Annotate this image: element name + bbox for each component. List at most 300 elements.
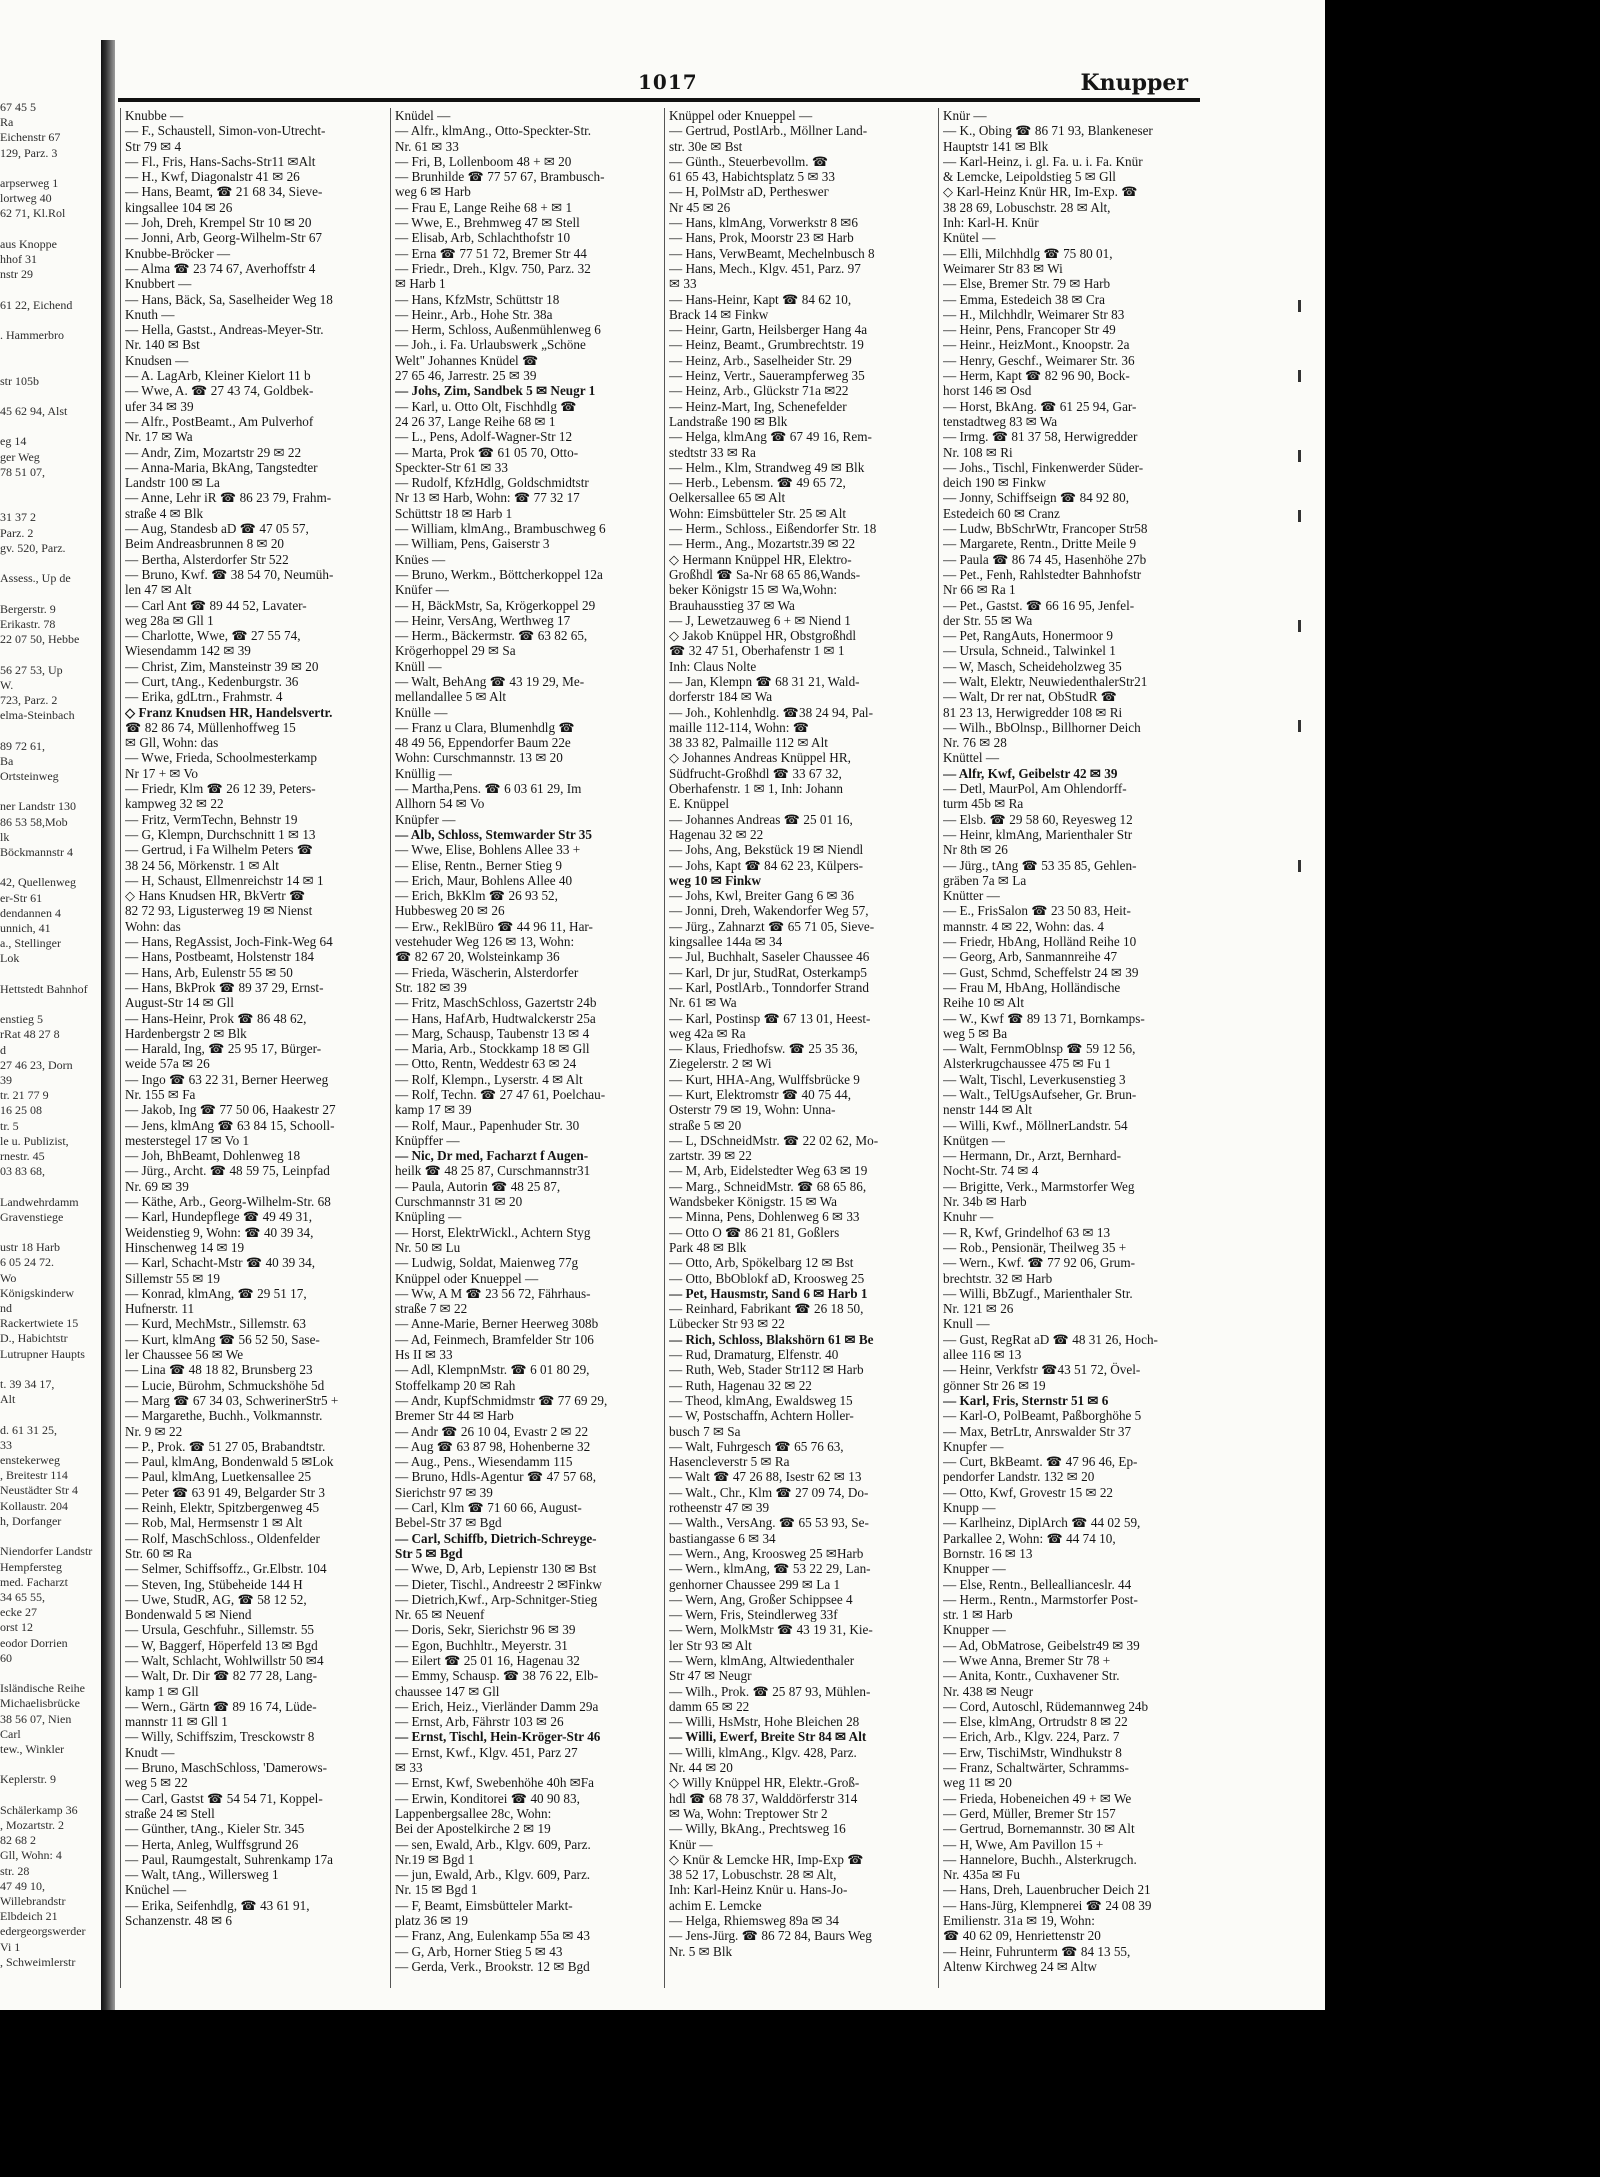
- directory-entry: weg 28a ✉ Gll 1: [125, 612, 214, 628]
- surname-heading: Knuhr —: [943, 1209, 994, 1225]
- directory-entry: — Hannelore, Buchh., Alsterkrugch.: [943, 1851, 1137, 1867]
- previous-page-line: str 105b: [0, 373, 39, 388]
- directory-entry: — Ernst, Kwf., Klgv. 451, Parz 27: [395, 1744, 578, 1760]
- directory-entry: Bondenwald 5 ✉ Niend: [125, 1607, 252, 1623]
- directory-entry: str. 1 ✉ Harb: [943, 1607, 1013, 1623]
- previous-page-line: Gravenstiege: [0, 1209, 64, 1224]
- directory-entry: — Margarethe, Buchh., Volkmannstr.: [125, 1408, 323, 1424]
- directory-entry: — Franz u Clara, Blumenhdlg ☎: [395, 719, 575, 735]
- directory-entry: 81 23 13, Herwigredder 108 ✉ Ri: [943, 704, 1123, 720]
- directory-entry: — Pet., Fenh, Rahlstedter Bahnhofstr: [943, 566, 1142, 582]
- directory-entry: straße 4 ✉ Blk: [125, 505, 204, 521]
- previous-page-line: [0, 647, 98, 662]
- directory-entry: — Walt, BehAng ☎ 43 19 29, Me-: [395, 673, 585, 689]
- directory-entry: — Gertrud, Bornemannstr. 30 ✉ Alt: [943, 1821, 1135, 1837]
- directory-entry: Nr. 61 ✉ Wa: [669, 995, 737, 1011]
- previous-page-edge: [0, 100, 98, 1980]
- previous-page-line: 78 51 07,: [0, 464, 45, 479]
- directory-entry: maille 112-114, Wohn: ☎: [669, 719, 810, 735]
- previous-page-line: ger Weg: [0, 449, 40, 464]
- directory-entry: — Irmg. ☎ 81 37 58, Herwigredder: [943, 429, 1138, 445]
- directory-entry: — Helga, klmAng ☎ 67 49 16, Rem-: [669, 429, 872, 445]
- directory-entry: — Karl, Hundepflege ☎ 49 49 31,: [125, 1209, 313, 1225]
- directory-entry: — Wern., Gärtn ☎ 89 16 74, Lüde-: [125, 1698, 317, 1714]
- previous-page-line: 45 62 94, Alst: [0, 404, 68, 419]
- previous-page-line: unnich, 41: [0, 920, 51, 935]
- surname-heading: Knüpfer —: [395, 811, 456, 827]
- directory-entry: — sen, Ewald, Arb., Klgv. 609, Parz.: [395, 1836, 591, 1852]
- directory-entry: pendorfer Landstr. 132 ✉ 20: [943, 1469, 1095, 1485]
- directory-entry: Hauptstr 141 ✉ Blk: [943, 138, 1049, 154]
- directory-entry: Nr. 34b ✉ Harb: [943, 1194, 1027, 1210]
- directory-entry: — Frieda, Hobeneichen 49 + ✉ We: [943, 1790, 1132, 1806]
- directory-entry: — Emma, Estedeich 38 ✉ Cra: [943, 291, 1105, 307]
- directory-entry: Hinschenweg 14 ✉ 19: [125, 1239, 245, 1255]
- directory-entry: Allhorn 54 ✉ Vo: [395, 796, 485, 812]
- directory-entry: — Max, BetrLtr, Anrswalder Str 37: [943, 1423, 1132, 1439]
- directory-entry: Nr. 438 ✉ Neugr: [943, 1683, 1034, 1699]
- directory-entry: — Rolf, Maur., Papenhuder Str. 30: [395, 1117, 580, 1133]
- previous-page-line: 62 71, Kl.Rol: [0, 206, 66, 221]
- directory-entry: Nr 66 ✉ Ra 1: [943, 582, 1016, 598]
- previous-page-line: 27 46 23, Dorn: [0, 1057, 73, 1072]
- directory-entry: — Klaus, Friedhofsw. ☎ 25 35 36,: [669, 1041, 858, 1057]
- directory-entry: — Frieda, Wäscherin, Alsterdorfer: [395, 964, 579, 980]
- directory-entry: ◇ Franz Knudsen HR, Handelsvertr.: [125, 704, 333, 720]
- previous-page-line: 723, Parz. 2: [0, 692, 58, 707]
- directory-entry: — Henry, Geschf., Weimarer Str. 36: [943, 352, 1135, 368]
- directory-entry: — Hans, KfzMstr, Schüttstr 18: [395, 291, 560, 307]
- previous-page-line: nd: [0, 1301, 12, 1316]
- surname-heading: Knubbert —: [125, 276, 192, 292]
- directory-entry: Schanzenstr. 48 ✉ 6: [125, 1913, 233, 1929]
- previous-page-line: eodor Dorrien: [0, 1635, 68, 1650]
- directory-entry: brechtstr. 32 ✉ Harb: [943, 1270, 1053, 1286]
- previous-page-line: Böckmannstr 4: [0, 844, 73, 859]
- directory-entry: — Konrad, klmAng, ☎ 29 51 17,: [125, 1285, 307, 1301]
- directory-entry: kamp 1 ✉ Gll: [125, 1683, 199, 1699]
- directory-entry: — Rob., Pensionär, Theilweg 35 +: [943, 1239, 1127, 1255]
- directory-entry: Hasencleverstr 5 ✉ Ra: [669, 1454, 790, 1470]
- directory-entry: — Walt, Elektr, NeuwiedenthalerStr21: [943, 673, 1148, 689]
- directory-entry: Reihe 10 ✉ Alt: [943, 995, 1025, 1011]
- directory-entry: Wohn: Eimsbütteler Str. 25 ✉ Alt: [669, 505, 847, 521]
- previous-page-line: 22 07 50, Hebbe: [0, 632, 80, 647]
- directory-entry: — Marg ☎ 67 34 03, SchwerinerStr5 +: [125, 1392, 339, 1408]
- directory-entry: — Herm., Rentn., Marmstorfer Post-: [943, 1591, 1138, 1607]
- directory-entry: — Erich, Arb., Klgv. 224, Parz. 7: [943, 1729, 1120, 1745]
- directory-entry: — Johs, Ang, Bekstück 19 ✉ Niendl: [669, 842, 864, 858]
- surname-heading: Knüppel oder Knueppel —: [395, 1270, 539, 1286]
- directory-entry: ◇ Jakob Knüppel HR, Obstgroßhdl: [669, 628, 857, 644]
- previous-page-line: hhof 31: [0, 252, 37, 267]
- directory-entry: — Heinz, Arb., Glückstr 71a ✉22: [669, 383, 849, 399]
- directory-entry: — Otto, Arb, Spökelbarg 12 ✉ Bst: [669, 1255, 854, 1271]
- surname-heading: Knüpling —: [395, 1209, 462, 1225]
- directory-entry: — Georg, Arb, Sanmannreihe 47: [943, 949, 1118, 965]
- directory-entry: — Heinr., HeizMont., Knoopstr. 2a: [943, 337, 1130, 353]
- directory-entry: — Curt, tAng., Kedenburgstr. 36: [125, 673, 299, 689]
- previous-page-line: Niendorfer Landstr: [0, 1544, 93, 1559]
- directory-entry: Beim Andreasbrunnen 8 ✉ 20: [125, 536, 285, 552]
- directory-entry: — Gerda, Verk., Brookstr. 12 ✉ Bgd: [395, 1958, 590, 1974]
- directory-entry: — Wilh., Prok. ☎ 25 87 93, Mühlen-: [669, 1683, 871, 1699]
- directory-entry: — Wwe, D, Arb, Lepienstr 130 ✉ Bst: [395, 1561, 597, 1577]
- directory-entry: — Andr, Zim, Mozartstr 29 ✉ 22: [125, 444, 302, 460]
- directory-entry: — Walt, Dr. Dir ☎ 82 77 28, Lang-: [125, 1668, 318, 1684]
- directory-entry: — Wern, MolkMstr ☎ 43 19 31, Kie-: [669, 1622, 873, 1638]
- directory-entry: ◇ Hans Knudsen HR, BkVertr ☎: [125, 888, 306, 904]
- directory-entry: Sillemstr 55 ✉ 19: [125, 1270, 220, 1286]
- directory-entry: — Hans, Mech., Klgv. 451, Parz. 97: [669, 260, 861, 276]
- directory-entry: Bebel-Str 37 ✉ Bgd: [395, 1515, 502, 1531]
- directory-entry: — Johs, Kapt ☎ 84 62 23, Külpers-: [669, 857, 864, 873]
- surname-heading: Knupper —: [943, 1622, 1006, 1638]
- directory-entry: — Heinz-Mart, Ing, Schenefelder: [669, 398, 847, 414]
- directory-entry: horst 146 ✉ Osd: [943, 383, 1032, 399]
- previous-page-line: Lutrupner Haupts: [0, 1346, 85, 1361]
- directory-entry: Str 79 ✉ 4: [125, 138, 182, 154]
- directory-entry: Brauhausstieg 37 ✉ Wa: [669, 597, 795, 613]
- directory-entry: — Jürg., Zahnarzt ☎ 65 71 05, Sieve-: [669, 918, 875, 934]
- directory-entry: 38 52 17, Lobuschstr. 28 ✉ Alt,: [669, 1867, 837, 1883]
- directory-entry: Nr. 44 ✉ 20: [669, 1760, 733, 1776]
- previous-page-line: , Breitestr 114: [0, 1468, 68, 1483]
- surname-heading: Knür —: [669, 1836, 713, 1852]
- directory-entry: — Hans, RegAssist, Joch-Fink-Weg 64: [125, 934, 333, 950]
- previous-page-line: 67 45 5: [0, 100, 36, 114]
- directory-entry: — H., Milchhdlr, Weimarer Str 83: [943, 306, 1125, 322]
- directory-entry: Inh: Karl-H. Knür: [943, 215, 1039, 231]
- directory-entry: Nr. 69 ✉ 39: [125, 1178, 189, 1194]
- previous-page-line: [0, 419, 98, 434]
- directory-entry: Weidenstieg 9, Wohn: ☎ 40 39 34,: [125, 1224, 314, 1240]
- directory-entry: Str 47 ✉ Neugr: [669, 1668, 752, 1684]
- directory-entry: — Heinr, klmAng, Marienthaler Str: [943, 826, 1133, 842]
- previous-page-line: [0, 1407, 98, 1422]
- previous-page-line: ecke 27: [0, 1605, 37, 1620]
- previous-page-line: str. 28: [0, 1863, 30, 1878]
- directory-entry: — Marta, Prok ☎ 61 05 70, Otto-: [395, 444, 579, 460]
- directory-entry: Nr. 121 ✉ 26: [943, 1301, 1014, 1317]
- directory-entry: — F, Beamt, Eimsbütteler Markt-: [395, 1897, 573, 1913]
- directory-entry: 24 26 37, Lange Reihe 68 ✉ 1: [395, 413, 556, 429]
- directory-entry: Nr. 108 ✉ Ri: [943, 444, 1013, 460]
- directory-entry: — Hans, klmAng, Vorwerkstr 8 ✉6: [669, 215, 858, 231]
- directory-entry: — Rolf, MaschSchloss., Oldenfelder: [125, 1530, 320, 1546]
- previous-page-line: Landwehrdamm: [0, 1194, 79, 1209]
- surname-heading: Knupper —: [943, 1561, 1006, 1577]
- directory-entry: — E., FrisSalon ☎ 23 50 83, Heit-: [943, 903, 1131, 919]
- directory-entry: — Pet, RangAuts, Honermoor 9: [943, 628, 1113, 644]
- directory-entry: — Johs, Kwl, Breiter Gang 6 ✉ 36: [669, 888, 855, 904]
- directory-entry: weide 57a ✉ 26: [125, 1056, 210, 1072]
- directory-entry: — Anna-Maria, BkAng, Tangstedter: [125, 459, 318, 475]
- previous-page-line: med. Facharzt: [0, 1574, 68, 1589]
- directory-entry: — Walt, Schlacht, Wohlwillstr 50 ✉4: [125, 1652, 324, 1668]
- directory-entry: — W, Postschaffn, Achtern Holler-: [669, 1408, 854, 1424]
- previous-page-line: nstr 29: [0, 267, 33, 282]
- previous-page-line: [0, 222, 98, 237]
- previous-page-line: [0, 1362, 98, 1377]
- directory-entry: ✉ Wa, Wohn: Treptower Str 2: [669, 1805, 828, 1821]
- directory-entry: heilk ☎ 48 25 87, Curschmannstr31: [395, 1163, 591, 1179]
- directory-entry: Nr. 5 ✉ Blk: [669, 1943, 733, 1959]
- margin-mark: [1298, 450, 1301, 462]
- directory-entry: — Willi, Ewerf, Breite Str 84 ✉ Alt: [669, 1729, 867, 1745]
- directory-entry: — Anita, Kontr., Cuxhavener Str.: [943, 1668, 1120, 1684]
- directory-entry: Nr. 17 ✉ Wa: [125, 429, 193, 445]
- surname-heading: Knuth —: [125, 306, 175, 322]
- running-head: Knupper: [1080, 70, 1188, 96]
- page-number: 1017: [638, 70, 698, 94]
- previous-page-line: 38 56 07, Nien: [0, 1711, 72, 1726]
- directory-entry: — Paula, Autorin ☎ 48 25 87,: [395, 1178, 561, 1194]
- directory-entry: Inh: Claus Nolte: [669, 658, 757, 674]
- directory-entry: — Heinr, Fuhrunterm ☎ 84 13 55,: [943, 1943, 1131, 1959]
- previous-page-line: 33: [0, 1437, 12, 1452]
- directory-column-2: [390, 108, 665, 1988]
- directory-entry: Nr. 76 ✉ 28: [943, 735, 1007, 751]
- previous-page-line: [0, 1666, 98, 1681]
- previous-page-line: 56 27 53, Up: [0, 662, 63, 677]
- directory-entry: zartstr. 39 ✉ 22: [669, 1148, 752, 1164]
- directory-entry: — Jonny, Schiffseign ☎ 84 92 80,: [943, 490, 1130, 506]
- previous-page-line: [0, 1179, 98, 1194]
- directory-entry: — Heinz, Beamt., Grumbrechtstr. 19: [669, 337, 864, 353]
- directory-entry: — Ingo ☎ 63 22 31, Berner Heerweg: [125, 1071, 329, 1087]
- directory-entry: — Friedr, Klm ☎ 26 12 39, Peters-: [125, 781, 316, 797]
- directory-entry: Bornstr. 16 ✉ 13: [943, 1545, 1033, 1561]
- directory-entry: — Erw., ReklBüro ☎ 44 96 11, Har-: [395, 918, 593, 934]
- directory-entry: — Walt, Fuhrgesch ☎ 65 76 63,: [669, 1438, 844, 1454]
- previous-page-line: 39: [0, 1073, 12, 1087]
- directory-entry: — Erich, Heiz., Vierländer Damm 29a: [395, 1698, 599, 1714]
- directory-entry: — H, PolMstr aD, Pertheswег: [669, 184, 829, 200]
- directory-entry: — Jul, Buchhalt, Saseler Chaussee 46: [669, 949, 870, 965]
- previous-page-line: [0, 587, 98, 602]
- directory-entry: — Horst, BkAng. ☎ 61 25 94, Gar-: [943, 398, 1137, 414]
- directory-entry: Nr. 15 ✉ Bgd 1: [395, 1882, 478, 1898]
- directory-entry: — Ruth, Web, Stader Str112 ✉ Harb: [669, 1362, 864, 1378]
- directory-entry: — Herta, Anleg, Wulffsgrund 26: [125, 1836, 299, 1852]
- page-header: [118, 60, 1198, 100]
- directory-entry: — Günth., Steuerbevollm. ☎: [669, 153, 829, 169]
- directory-entry: — Karl, PostlArb., Tonndorfer Strand: [669, 979, 869, 995]
- surname-heading: Knütel —: [943, 230, 996, 246]
- directory-entry: Landstraße 190 ✉ Blk: [669, 413, 788, 429]
- directory-entry: — Doris, Sekr, Sierichstr 96 ✉ 39: [395, 1622, 576, 1638]
- directory-entry: — Walt., Chr., Klm ☎ 27 09 74, Do-: [669, 1484, 869, 1500]
- directory-entry: Großhdl ☎ Sa-Nr 68 65 86,Wands-: [669, 566, 861, 582]
- previous-page-line: rRat 48 27 8: [0, 1027, 60, 1042]
- directory-entry: Oberhafenstr. 1 ✉ 1, Inh: Johann: [669, 781, 844, 797]
- directory-entry: — Erich, BkKlm ☎ 26 93 52,: [395, 888, 558, 904]
- directory-entry: — Friedr., Dreh., Klgv. 750, Parz. 32: [395, 260, 591, 276]
- directory-entry: — Herm, Schloss, Außenmühlenweg 6: [395, 322, 601, 338]
- previous-page-line: [0, 480, 98, 495]
- directory-entry: — Hans, Arb, Eulenstr 55 ✉ 50: [125, 964, 293, 980]
- directory-entry: — R, Kwf, Grindelhof 63 ✉ 13: [943, 1224, 1111, 1240]
- directory-entry: — Theod, klmAng, Ewaldsweg 15: [669, 1392, 853, 1408]
- directory-entry: — Hans-Heinr, Prok ☎ 86 48 62,: [125, 1010, 307, 1026]
- previous-page-line: d: [0, 1042, 6, 1057]
- directory-entry: gönner Str 26 ✉ 19: [943, 1377, 1046, 1393]
- surname-heading: Knubbe-Bröcker —: [125, 245, 231, 261]
- directory-entry: — Ursula, Schneid., Talwinkel 1: [943, 643, 1116, 659]
- directory-entry: Str. 182 ✉ 39: [395, 979, 467, 995]
- directory-entry: Nr.19 ✉ Bgd 1: [395, 1851, 475, 1867]
- directory-entry: — Nic, Dr med, Facharzt f Augen-: [395, 1148, 589, 1164]
- directory-entry: tenstadtweg 83 ✉ Wa: [943, 413, 1058, 429]
- margin-marks: [1290, 300, 1310, 1200]
- directory-entry: ✉ 33: [669, 276, 697, 292]
- directory-entry: — Helm., Klm, Strandweg 49 ✉ Blk: [669, 459, 865, 475]
- surname-heading: Knür —: [943, 108, 987, 123]
- directory-entry: — Horst, ElektrWickl., Achtern Styg: [395, 1224, 591, 1240]
- directory-entry: — Marg, Schausp, Taubenstr 13 ✉ 4: [395, 1025, 590, 1041]
- directory-entry: kampweg 32 ✉ 22: [125, 796, 224, 812]
- directory-entry: stedtstr 33 ✉ Ra: [669, 444, 756, 460]
- directory-entry: beker Königstr 15 ✉ Wa,Wohn:: [669, 582, 838, 598]
- directory-entry: — Bruno, Hdls-Agentur ☎ 47 57 68,: [395, 1469, 597, 1485]
- directory-entry: 82 72 93, Ligusterweg 19 ✉ Nienst: [125, 903, 313, 919]
- directory-entry: Ziegelerstr. 2 ✉ Wi: [669, 1056, 772, 1072]
- directory-entry: — G, Klempn, Durchschnitt 1 ✉ 13: [125, 826, 316, 842]
- directory-entry: — Carl, Gastst ☎ 54 54 71, Koppel-: [125, 1790, 323, 1806]
- directory-entry: — Elli, Milchhdlg ☎ 75 80 01,: [943, 245, 1113, 261]
- surname-heading: Knupp —: [943, 1500, 996, 1516]
- directory-entry: — Willi, BbZugf., Marienthaler Str.: [943, 1285, 1133, 1301]
- previous-page-line: Erikastr. 78: [0, 616, 56, 631]
- directory-entry: & Lemcke, Leipoldstieg 5 ✉ Gll: [943, 169, 1116, 185]
- previous-page-line: orst 12: [0, 1620, 33, 1635]
- directory-entry: — Wwe, A. ☎ 27 43 74, Goldbek-: [125, 383, 314, 399]
- directory-entry: — Erika, gdLtrn., Frahmstr. 4: [125, 689, 283, 705]
- directory-entry: mesterstegel 17 ✉ Vo 1: [125, 1132, 250, 1148]
- previous-page-line: Rackertwiete 15: [0, 1316, 79, 1331]
- directory-entry: — Otto, BbOblokf aD, Kroosweg 25: [669, 1270, 865, 1286]
- directory-entry: — Harald, Ing, ☎ 25 95 17, Bürger-: [125, 1041, 322, 1057]
- previous-page-line: Assess., Up de: [0, 571, 71, 586]
- directory-entry: — Gust, Schmd, Scheffelstr 24 ✉ 39: [943, 964, 1139, 980]
- directory-entry: Nr. 50 ✉ Lu: [395, 1239, 461, 1255]
- previous-page-line: Keplerstr. 9: [0, 1772, 56, 1787]
- previous-page-line: Ortsteinweg: [0, 768, 59, 783]
- previous-page-line: Elbdeich 21: [0, 1909, 58, 1924]
- directory-entry: — Else, Rentn., Belleallianceslr. 44: [943, 1576, 1132, 1592]
- previous-page-line: 42, Quellenweg: [0, 875, 76, 890]
- directory-entry: — G, Arb, Horner Stieg 5 ✉ 43: [395, 1943, 563, 1959]
- directory-entry: — Rolf, Techn. ☎ 27 47 61, Poelchau-: [395, 1087, 606, 1102]
- previous-page-line: . Hammerbro: [0, 328, 64, 343]
- directory-entry: ler Chaussee 56 ✉ We: [125, 1347, 244, 1363]
- directory-entry: Bremer Str 44 ✉ Harb: [395, 1408, 514, 1424]
- directory-entry: — Carl, Klm ☎ 71 60 66, August-: [395, 1500, 582, 1516]
- directory-entry: — Hans, HafArb, Hudtwalckerstr 25a: [395, 1010, 596, 1026]
- previous-page-line: Gll, Wohn: 4: [0, 1848, 62, 1863]
- directory-entry: — Alfr, Kwf, Geibelstr 42 ✉ 39: [943, 765, 1118, 781]
- directory-entry: — H, BäckMstr, Sa, Krögerkoppel 29: [395, 597, 596, 613]
- directory-entry: — Hans, Postbeamt, Holstenstr 184: [125, 949, 315, 965]
- directory-entry: Hs II ✉ 33: [395, 1347, 453, 1363]
- previous-page-line: Kollaustr. 204: [0, 1498, 68, 1513]
- directory-entry: — Kurt, Elektromstr ☎ 40 75 44,: [669, 1087, 851, 1102]
- directory-entry: — Dietrich,Kwf., Arp-Schnitger-Stieg: [395, 1591, 598, 1607]
- previous-page-line: Wo: [0, 1270, 17, 1285]
- previous-page-line: [0, 282, 98, 297]
- directory-entry: Nr. 435a ✉ Fu: [943, 1867, 1020, 1883]
- directory-entry: Nr. 61 ✉ 33: [395, 138, 459, 154]
- directory-entry: — Rudolf, KfzHdlg, Goldschmidtstr: [395, 475, 589, 491]
- previous-page-line: [0, 860, 98, 875]
- directory-entry: — Franz, Ang, Eulenkamp 55a ✉ 43: [395, 1928, 590, 1944]
- previous-page-line: Vi 1: [0, 1939, 21, 1954]
- previous-page-line: Carl: [0, 1726, 21, 1741]
- directory-entry: Nr. 65 ✉ Neuenf: [395, 1607, 485, 1623]
- previous-page-line: gv. 520, Parz.: [0, 540, 66, 555]
- previous-page-line: 03 83 68,: [0, 1164, 45, 1179]
- directory-entry: — Walt ☎ 47 26 88, Isestr 62 ✉ 13: [669, 1469, 862, 1485]
- directory-entry: — William, Pens, Gaiserstr 3: [395, 536, 550, 552]
- directory-entry: — Hans, Bäck, Sa, Saselheider Weg 18: [125, 291, 333, 307]
- directory-entry: — Heinr, Gartn, Heilsberger Hang 4a: [669, 322, 868, 338]
- previous-page-line: [0, 997, 98, 1012]
- directory-entry: — Walt, Tischl, Leverkusenstieg 3: [943, 1071, 1126, 1087]
- directory-entry: Landstr 100 ✉ La: [125, 475, 220, 491]
- previous-page-line: rnestr. 45: [0, 1149, 45, 1164]
- directory-entry: — W, Baggerf, Höperfeld 13 ✉ Bgd: [125, 1637, 318, 1653]
- directory-entry: 38 24 56, Mörkenstr. 1 ✉ Alt: [125, 857, 279, 873]
- directory-entry: ◇ Knür & Lemcke HR, Imp-Exp ☎: [669, 1851, 864, 1867]
- previous-page-line: elma-Steinbach: [0, 708, 75, 723]
- surname-heading: Knudt —: [125, 1744, 175, 1760]
- directory-entry: — Charlotte, Wwe, ☎ 27 55 74,: [125, 628, 301, 644]
- directory-entry: straße 24 ✉ Stell: [125, 1805, 215, 1821]
- previous-page-line: aus Knoppe: [0, 236, 57, 251]
- previous-page-line: 31 37 2: [0, 510, 36, 525]
- previous-page-line: h, Dorfanger: [0, 1513, 62, 1528]
- directory-entry: — William, klmAng., Brambuschweg 6: [395, 521, 606, 537]
- directory-entry: — Paul, klmAng, Luetkensallee 25: [125, 1469, 312, 1485]
- previous-page-line: [0, 967, 98, 982]
- directory-entry: — H, Wwe, Am Pavillon 15 +: [943, 1836, 1104, 1852]
- directory-entry: str. 30e ✉ Bst: [669, 138, 743, 154]
- directory-entry: straße 5 ✉ 20: [669, 1117, 742, 1133]
- directory-entry: — Gertrud, i Fa Wilhelm Peters ☎: [125, 842, 314, 858]
- margin-mark: [1298, 370, 1301, 382]
- directory-entry: kamp 17 ✉ 39: [395, 1102, 472, 1118]
- directory-entry: — jun, Ewald, Arb., Klgv. 609, Parz.: [395, 1867, 591, 1883]
- surname-heading: Knües —: [395, 551, 446, 567]
- directory-entry: Speckter-Str 61 ✉ 33: [395, 459, 508, 475]
- directory-entry: Nr. 9 ✉ 22: [125, 1423, 183, 1439]
- directory-entry: platz 36 ✉ 19: [395, 1913, 468, 1929]
- directory-entry: der Str. 55 ✉ Wa: [943, 612, 1033, 628]
- directory-entry: — Karl, u. Otto Olt, Fischhdlg ☎: [395, 398, 577, 414]
- directory-entry: Nr. 155 ✉ Fa: [125, 1087, 196, 1102]
- directory-entry: Krögerhoppel 29 ✉ Sa: [395, 643, 516, 659]
- directory-entry: — Wern, klmAng, Altwiedenthaler: [669, 1652, 855, 1668]
- directory-entry: — W, Masch, Scheideholzweg 35: [943, 658, 1122, 674]
- directory-entry: — Hans, Dreh, Lauenbrucher Deich 21: [943, 1882, 1151, 1898]
- previous-page-line: [0, 161, 98, 176]
- directory-entry: allee 116 ✉ 13: [943, 1347, 1022, 1363]
- directory-entry: ✉ Harb 1: [395, 276, 446, 292]
- directory-entry: — Cord, Autoschl, Rüdemannweg 24b: [943, 1698, 1149, 1714]
- directory-entry: — Brigitte, Verk., Marmstorfer Weg: [943, 1178, 1135, 1194]
- directory-entry: chaussee 147 ✉ Gll: [395, 1683, 500, 1699]
